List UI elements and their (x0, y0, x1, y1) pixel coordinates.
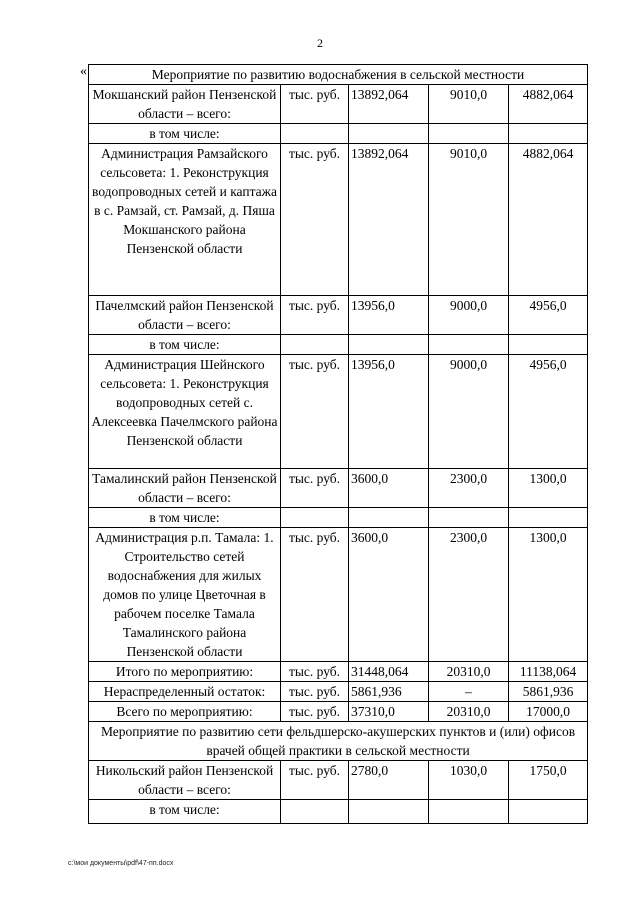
page-number: 2 (317, 36, 323, 50)
row-name: в том числе: (89, 124, 281, 144)
total-amount-cell: 3600,0 (349, 469, 429, 508)
unit-cell: тыс. руб. (281, 355, 349, 469)
federal-amount-cell: 1030,0 (429, 761, 509, 800)
total-amount-cell (349, 124, 429, 144)
regional-amount-cell: 11138,064 (509, 662, 588, 682)
row-name: Пачелмский район Пензенской области – всего: (89, 296, 281, 335)
regional-amount-cell: 1750,0 (509, 761, 588, 800)
row-name: Администрация Шейнского сельсовета: 1. Реконструкция водопроводных сетей с. Алексеевка Пачелмского района Пензенской области (89, 355, 281, 469)
summary-row (89, 662, 588, 682)
regional-amount-cell (509, 508, 588, 528)
table-row (89, 355, 588, 469)
row-name: в том числе: (89, 335, 281, 355)
regional-amount-cell: 4956,0 (509, 355, 588, 469)
unit-cell (281, 124, 349, 144)
unit-cell: тыс. руб. (281, 528, 349, 662)
total-amount-cell: 31448,064 (349, 662, 429, 682)
table-row (89, 144, 588, 296)
subtotal-label-row (89, 508, 588, 528)
row-name: Мокшанский район Пензенской области – всего: (89, 85, 281, 124)
row-name: Итого по мероприятию: (89, 662, 281, 682)
unit-cell: тыс. руб. (281, 144, 349, 296)
total-amount-cell: 5861,936 (349, 682, 429, 702)
regional-amount-cell: 1300,0 (509, 469, 588, 508)
section-header-row (89, 722, 588, 761)
row-name: Всего по мероприятию: (89, 702, 281, 722)
regional-amount-cell: 17000,0 (509, 702, 588, 722)
subtotal-label-row (89, 335, 588, 355)
section-title: Мероприятие по развитию водоснабжения в сельской местности (89, 65, 588, 85)
federal-amount-cell: 9000,0 (429, 355, 509, 469)
unit-cell (281, 335, 349, 355)
federal-amount-cell: 2300,0 (429, 528, 509, 662)
row-name: Администрация Рамзайского сельсовета: 1. Реконструкция водопроводных сетей и каптажа в с. Рамзай, ст. Рамзай, д. Пяша Мокшанского района Пензенской области (89, 144, 281, 296)
summary-row (89, 702, 588, 722)
unit-cell (281, 508, 349, 528)
section-header-row (89, 65, 588, 85)
federal-amount-cell: 9000,0 (429, 296, 509, 335)
total-amount-cell (349, 508, 429, 528)
unit-cell: тыс. руб. (281, 761, 349, 800)
table-row (89, 761, 588, 800)
federal-amount-cell (429, 508, 509, 528)
federal-amount-cell (429, 124, 509, 144)
total-amount-cell: 13956,0 (349, 355, 429, 469)
row-name: в том числе: (89, 508, 281, 528)
total-amount-cell: 13892,064 (349, 85, 429, 124)
table-row (89, 528, 588, 662)
row-name: Никольский район Пензенской области – всего: (89, 761, 281, 800)
federal-amount-cell: 9010,0 (429, 144, 509, 296)
funding-table (88, 64, 588, 824)
regional-amount-cell: 4882,064 (509, 85, 588, 124)
regional-amount-cell (509, 335, 588, 355)
table-row (89, 85, 588, 124)
total-amount-cell: 2780,0 (349, 761, 429, 800)
regional-amount-cell (509, 124, 588, 144)
unit-cell (281, 800, 349, 824)
summary-row (89, 682, 588, 702)
regional-amount-cell: 4882,064 (509, 144, 588, 296)
federal-amount-cell: 9010,0 (429, 85, 509, 124)
regional-amount-cell (509, 800, 588, 824)
total-amount-cell: 13892,064 (349, 144, 429, 296)
table-row (89, 296, 588, 335)
row-name: Нераспределенный остаток: (89, 682, 281, 702)
federal-amount-cell (429, 335, 509, 355)
unit-cell: тыс. руб. (281, 662, 349, 682)
footer-file-path: c:\мои документы\pdf\47-пп.docx (68, 860, 174, 867)
federal-amount-cell (429, 800, 509, 824)
federal-amount-cell: 2300,0 (429, 469, 509, 508)
regional-amount-cell: 4956,0 (509, 296, 588, 335)
regional-amount-cell: 1300,0 (509, 528, 588, 662)
table-row (89, 469, 588, 508)
unit-cell: тыс. руб. (281, 469, 349, 508)
opening-quote-mark: « (80, 64, 87, 79)
total-amount-cell (349, 335, 429, 355)
regional-amount-cell: 5861,936 (509, 682, 588, 702)
total-amount-cell: 3600,0 (349, 528, 429, 662)
unit-cell: тыс. руб. (281, 702, 349, 722)
federal-amount-cell: 20310,0 (429, 702, 509, 722)
total-amount-cell: 13956,0 (349, 296, 429, 335)
total-amount-cell: 37310,0 (349, 702, 429, 722)
subtotal-label-row (89, 124, 588, 144)
row-name: Администрация р.п. Тамала: 1. Строительство сетей водоснабжения для жилых домов по улице Цветочная в рабочем поселке Тамала Тамалинского района Пензенской области (89, 528, 281, 662)
federal-amount-cell: 20310,0 (429, 662, 509, 682)
row-name: в том числе: (89, 800, 281, 824)
unit-cell: тыс. руб. (281, 85, 349, 124)
unit-cell: тыс. руб. (281, 682, 349, 702)
total-amount-cell (349, 800, 429, 824)
subtotal-label-row (89, 800, 588, 824)
federal-amount-cell: – (429, 682, 509, 702)
row-name: Тамалинский район Пензенской области – всего: (89, 469, 281, 508)
section-title: Мероприятие по развитию сети фельдшерско-акушерских пунктов и (или) офисов врачей общей практики в сельской местности (89, 722, 588, 761)
unit-cell: тыс. руб. (281, 296, 349, 335)
